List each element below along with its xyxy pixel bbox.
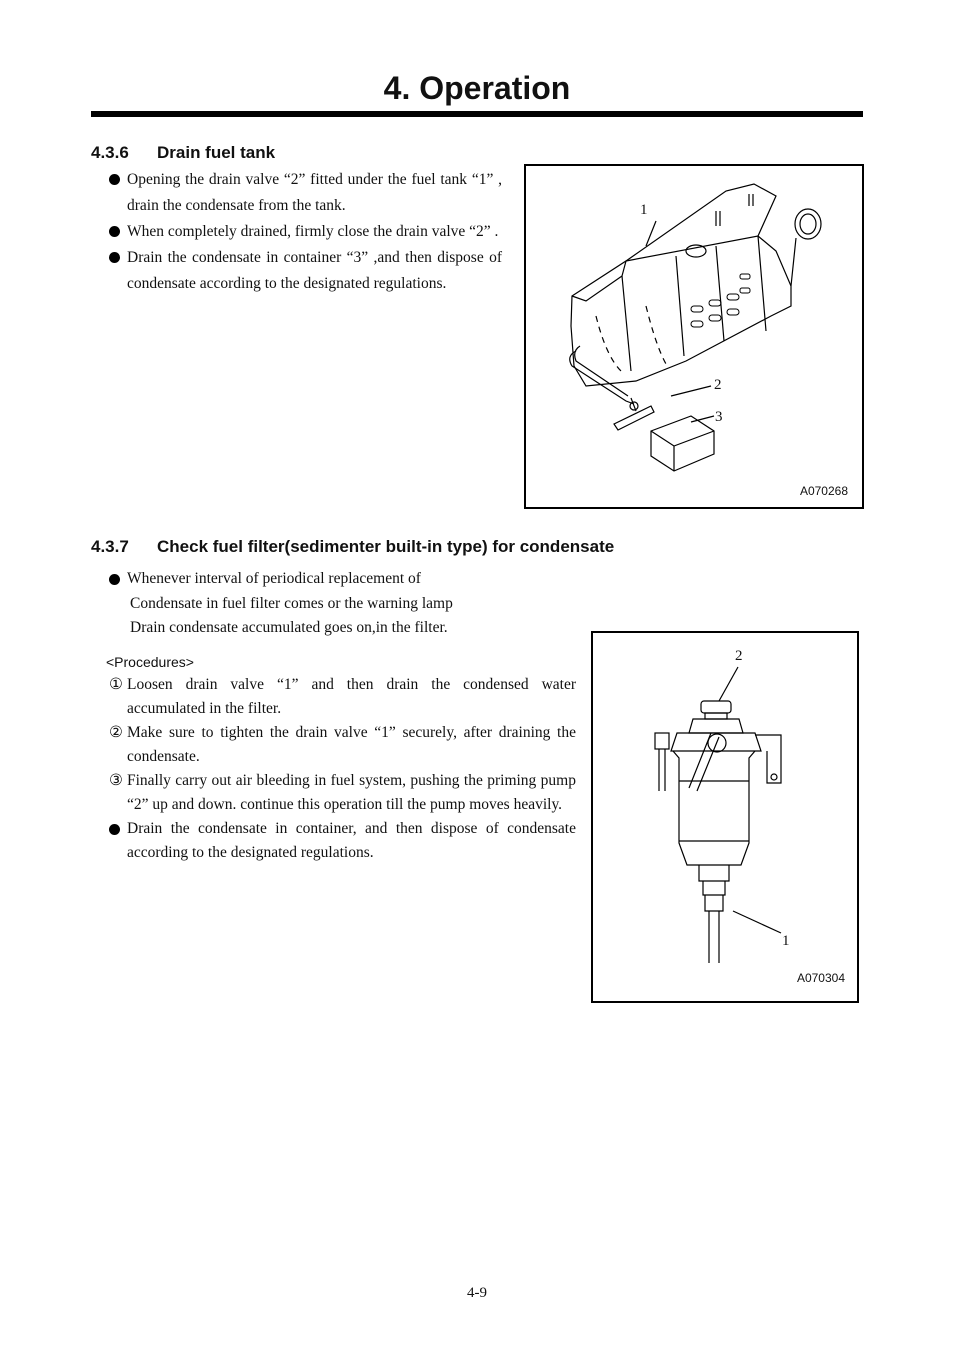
step-text: Make sure to tighten the drain valve “1” securely, after draining the condensate. — [127, 724, 576, 765]
drain-tank-instructions — [91, 167, 502, 297]
intro-line: Condensate in fuel filter comes or the warning lamp — [130, 594, 453, 612]
section-heading-4-3-6 — [91, 143, 275, 163]
filter-intro — [91, 567, 571, 641]
callout-label: 1 — [640, 202, 648, 218]
title-rule — [91, 111, 863, 117]
page-number: 4-9 — [467, 1285, 487, 1301]
fuel-filter-figure — [591, 631, 859, 1003]
section-title: Check fuel filter(sedimenter built-in type) for condensate — [157, 537, 615, 556]
callout-label: 1 — [782, 933, 790, 949]
step-marker: ③ — [109, 772, 123, 789]
section-number: 4.3.6 — [91, 143, 129, 162]
bullet-item: Opening the drain valve “2” fitted under the fuel tank “1” , drain the condensate from the tank. — [91, 167, 502, 219]
fuel-tank-figure — [524, 164, 864, 509]
callout-label: 2 — [735, 648, 743, 664]
bullet-item: When completely drained, firmly close the drain valve “2” . — [91, 219, 502, 245]
fuel-tank-drawing — [526, 166, 862, 507]
section-heading-4-3-7 — [91, 537, 614, 557]
fuel-filter-drawing — [593, 633, 857, 1001]
bullet-item: Whenever interval of periodical replacement of — [91, 567, 571, 592]
bullet-item: Drain the condensate in container, and then dispose of condensate according to the designated regulations. — [91, 817, 576, 865]
callout-label: 2 — [714, 377, 722, 393]
procedure-step — [91, 769, 576, 817]
procedure-step — [91, 721, 576, 769]
step-marker: ① — [109, 676, 123, 693]
callout-label: 3 — [715, 409, 723, 425]
procedure-steps — [91, 673, 576, 865]
figure-code: A070268 — [799, 484, 848, 498]
step-marker: ② — [109, 724, 123, 741]
intro-line: Drain condensate accumulated goes on,in the filter. — [130, 619, 448, 636]
procedures-label: <Procedures> — [106, 654, 194, 670]
step-text: Loosen drain valve “1” and then drain the condensed water accumulated in the filter. — [127, 676, 576, 717]
page-title: 4. Operation — [383, 70, 571, 106]
bullet-item: Drain the condensate in container “3” ,and then dispose of condensate according to the designated regulations. — [91, 245, 502, 297]
procedure-step — [91, 673, 576, 721]
section-number: 4.3.7 — [91, 537, 129, 556]
section-title: Drain fuel tank — [157, 143, 276, 162]
step-text: Finally carry out air bleeding in fuel system, pushing the priming pump “2” up and down. continue this operation till the pump moves heavily. — [127, 772, 576, 813]
figure-code: A070304 — [796, 971, 845, 985]
